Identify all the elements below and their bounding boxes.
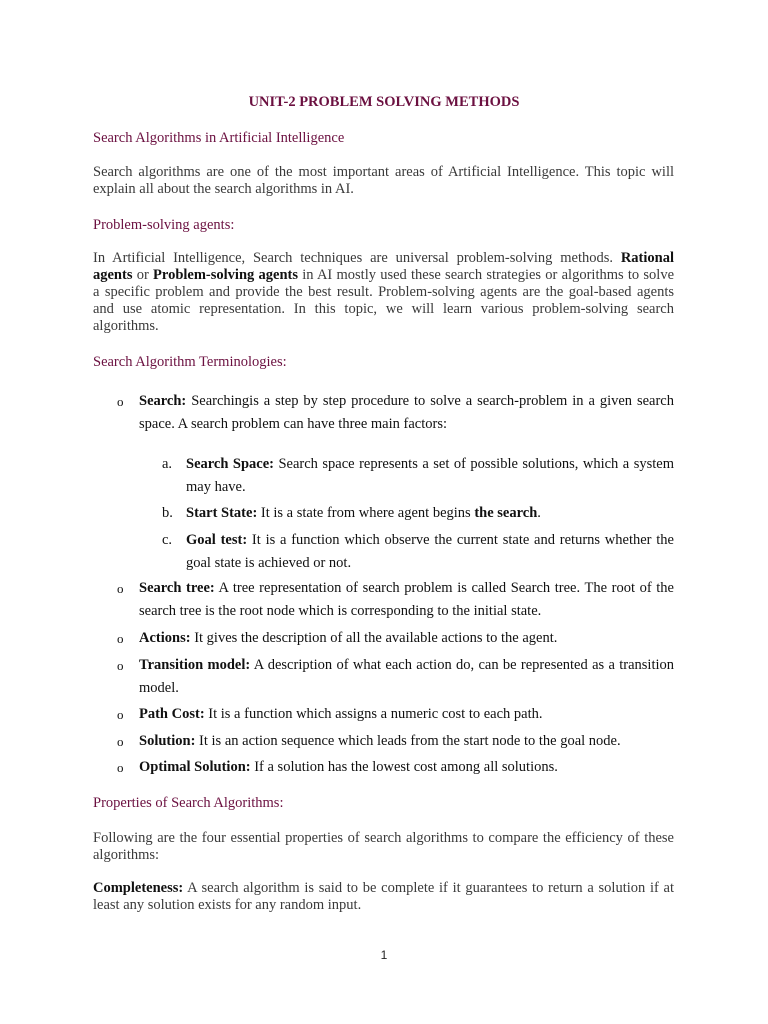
term-text: It is an action sequence which leads from the start node to the goal node. xyxy=(195,733,621,749)
bullet-marker: o xyxy=(117,581,124,596)
term-label: Start State: xyxy=(186,505,258,521)
term-text: If a solution has the lowest cost among all solutions. xyxy=(250,759,558,775)
term-label: Search tree: xyxy=(139,580,215,596)
agents-text-2: or xyxy=(132,267,154,283)
term-search xyxy=(117,390,674,436)
subterm-start-state xyxy=(162,502,674,525)
subterm-goal-test xyxy=(162,529,674,575)
completeness-label: Completeness: xyxy=(93,880,184,896)
term-label: Optimal Solution: xyxy=(139,759,251,775)
subterm-search-space xyxy=(162,453,674,499)
term-text: Searchingis a step by step procedure to solve a search-problem in a given search space. A search problem can have three main factors: xyxy=(139,393,674,432)
heading-terminologies: Search Algorithm Terminologies: xyxy=(93,354,287,370)
term-label: Solution: xyxy=(139,733,196,749)
term-label: Goal test: xyxy=(186,532,248,548)
term-end: . xyxy=(537,505,541,521)
paragraph-completeness xyxy=(93,880,674,914)
term-search-tree xyxy=(117,577,674,623)
sub-marker: c. xyxy=(162,532,173,548)
paragraph-properties-intro: Following are the four essential properties of search algorithms to compare the efficiency of these algorithms: xyxy=(93,830,674,863)
agents-text-3: in AI mostly used these search strategies or algorithms to solve a specific problem and provide the best result. Problem-solving agents are the goal-based agents and use atomic representation. In this topic, we will learn various problem-solving search algorithms. xyxy=(93,267,675,334)
sub-marker: b. xyxy=(162,505,173,521)
term-text: It is a function which assigns a numeric cost to each path. xyxy=(204,706,543,722)
bullet-marker: o xyxy=(117,707,124,722)
completeness-text: A search algorithm is said to be complete if it guarantees to return a solution if at least any solution exists for any random input. xyxy=(93,880,674,913)
term-optimal-solution xyxy=(117,756,674,779)
term-actions xyxy=(117,627,674,650)
term-text: Search space represents a set of possible solutions, which a system may have. xyxy=(186,456,674,495)
term-solution xyxy=(117,730,674,753)
term-label: Path Cost: xyxy=(139,706,205,722)
page-title: UNIT-2 PROBLEM SOLVING METHODS xyxy=(248,94,520,110)
term-label: Transition model: xyxy=(139,657,251,673)
heading-search-algorithms: Search Algorithms in Artificial Intelligence xyxy=(93,130,345,146)
term-text: A description of what each action do, can be represented as a transition model. xyxy=(139,657,675,696)
term-text: It is a function which observe the current state and returns whether the goal state is achieved or not. xyxy=(186,532,674,571)
bullet-marker: o xyxy=(117,734,124,749)
term-text: It is a state from where agent begins xyxy=(257,505,475,521)
paragraph-agents xyxy=(93,250,674,335)
agents-text-1: In Artificial Intelligence, Search techniques are universal problem-solving methods. xyxy=(93,250,621,266)
bullet-marker: o xyxy=(117,631,124,646)
term-text: It gives the description of all the available actions to the agent. xyxy=(190,630,558,646)
bullet-marker: o xyxy=(117,394,124,409)
heading-properties: Properties of Search Algorithms: xyxy=(93,795,284,811)
page-number: 1 xyxy=(380,948,388,962)
paragraph-search-intro: Search algorithms are one of the most important areas of Artificial Intelligence. This topic will explain all about the search algorithms in AI. xyxy=(93,164,674,197)
bullet-marker: o xyxy=(117,760,124,775)
heading-problem-solving-agents: Problem-solving agents: xyxy=(93,217,235,233)
term-transition-model xyxy=(117,654,674,700)
term-label: Actions: xyxy=(139,630,191,646)
sub-marker: a. xyxy=(162,456,173,472)
term-label: Search: xyxy=(139,393,187,409)
agents-bold-rational: Rational agents xyxy=(93,250,674,283)
agents-bold-problem-solving: Problem-solving agents xyxy=(153,267,298,283)
term-path-cost xyxy=(117,703,674,726)
term-label: Search Space: xyxy=(186,456,274,472)
term-text: A tree representation of search problem is called Search tree. The root of the search tree is the root node which is corresponding to the initial state. xyxy=(139,580,674,619)
bullet-marker: o xyxy=(117,658,124,673)
term-bold-end: the search xyxy=(474,505,538,521)
